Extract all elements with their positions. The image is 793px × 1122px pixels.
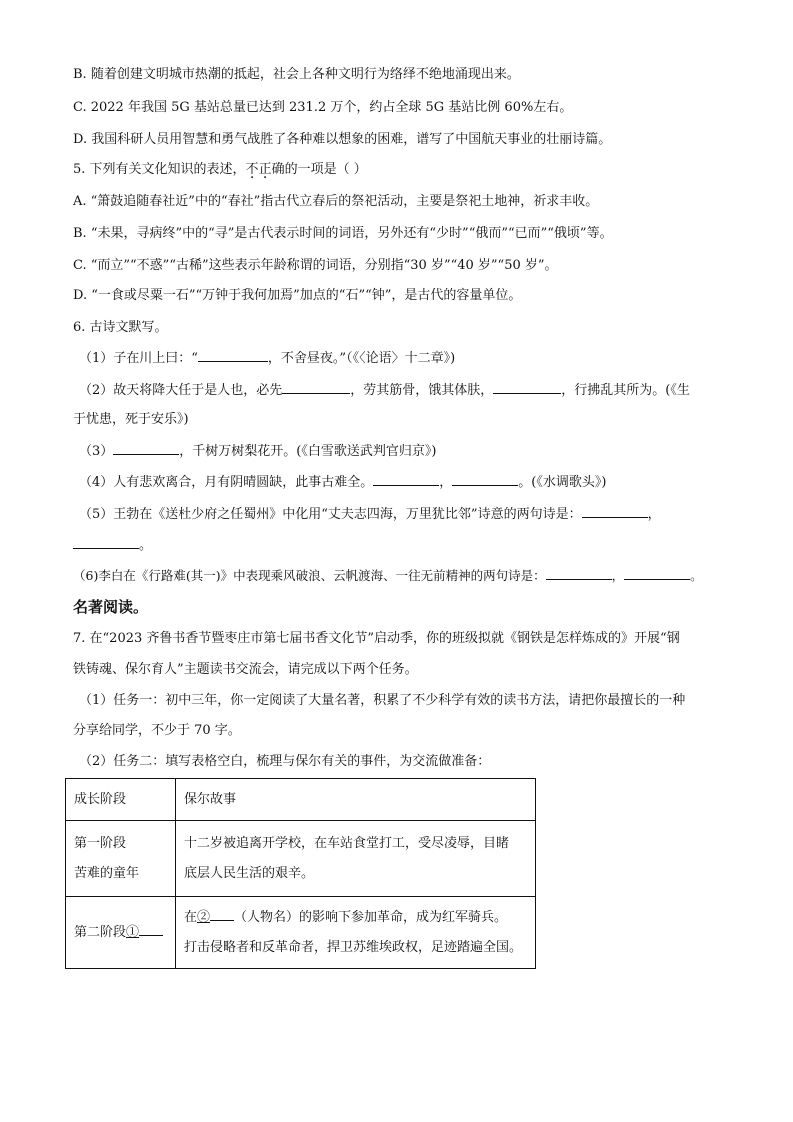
answer-blank[interactable] xyxy=(546,567,612,580)
story-cell xyxy=(176,897,536,969)
q6-item-5 xyxy=(79,505,661,524)
q6-item-2 xyxy=(79,381,690,400)
q6-item-4 xyxy=(79,473,606,492)
question-5 xyxy=(73,161,367,179)
q6-1-text-b: ，不舍昼夜。”（《〈论语〉十二章》) xyxy=(267,351,456,366)
q6-4-text-c: 。(《水调歌头》) xyxy=(518,475,607,490)
question-7-task-1: （1）任务一：初中三年，你一定阅读了大量名著，积累了不少科学有效的读书方法，请把你最擅长的一种 xyxy=(79,693,686,708)
q6-2-text-b: ，劳其筋骨，饿其体肤， xyxy=(350,383,494,398)
question-7-intro-2: 铁铸魂、保尔育人”主题读书交流会，请完成以下两个任务。 xyxy=(73,662,418,677)
answer-blank[interactable] xyxy=(198,349,268,362)
q6-6-text-b: ， xyxy=(611,568,625,583)
story-line: 底层人民生活的艰辛。 xyxy=(184,865,315,881)
q6-2-text-a: （2）故天将降大任于是人也，必先 xyxy=(79,383,283,398)
stage-cell xyxy=(66,897,176,969)
story-suffix: （人物名）的影响下参加革命，成为红军骑兵。 xyxy=(234,909,508,925)
stage-label: 第二阶段 xyxy=(74,924,127,940)
answer-blank[interactable] xyxy=(373,473,439,486)
answer-blank[interactable] xyxy=(282,381,350,394)
stage-line: 苦难的童年 xyxy=(74,865,140,881)
blank-marker-2: ② xyxy=(197,909,211,925)
q6-item-2-continued: 于忧患，死于安乐》) xyxy=(73,412,189,427)
table-row xyxy=(66,897,536,969)
option-a-q5: A. “箫鼓追随春社近”中的“春社”指古代立春后的祭祀活动，主要是祭祀土地神，祈求丰收。 xyxy=(73,194,599,209)
q6-item-3 xyxy=(79,442,436,461)
answer-blank[interactable] xyxy=(139,923,163,936)
q6-1-text-a: （1）子在川上曰：“ xyxy=(79,351,198,366)
question-7-task-2: （2）任务二：填写表格空白，梳理与保尔有关的事件，为交流做准备： xyxy=(79,754,491,769)
table-row xyxy=(66,821,536,897)
q6-4-text-a: （4）人有悲欢离合，月有阴晴圆缺，此事古难全。 xyxy=(79,475,374,490)
q6-6-text-c: 。 xyxy=(690,568,703,583)
emphasis-char-2: 正 xyxy=(258,162,272,177)
section-title: 名著阅读。 xyxy=(73,598,149,616)
option-b-q5: B. “未果，寻病终”中的“寻”是古代表示时间的词语，另外还有“少时”“俄而”“已而”“俄顷”等。 xyxy=(73,226,613,241)
q6-2-text-c: ，行拂乱其所为。(《生 xyxy=(561,383,690,398)
emphasis-char-1: 不 xyxy=(245,162,259,177)
q6-5-text-c: 。 xyxy=(139,538,153,553)
stage-cell xyxy=(66,821,176,897)
q6-6-text-a: （6)李白在《行路难(其一)》中表现乘风破浪、云帆渡海、一往无前精神的两句诗是： xyxy=(73,568,546,583)
q6-5-text-b: ， xyxy=(647,507,661,522)
story-line xyxy=(184,903,535,933)
table-header-row xyxy=(66,779,536,821)
q6-item-1 xyxy=(79,349,455,368)
question-5-prefix: 5. 下列有关文化知识的表述， xyxy=(73,162,246,177)
q6-4-text-b: ， xyxy=(439,475,453,490)
story-line: 打击侵略者和反革命者，捍卫苏维埃政权，足迹踏遍全国。 xyxy=(184,939,523,955)
option-d-q4: D. 我国科研人员用智慧和勇气战胜了各种难以想象的困难，谱写了中国航天事业的壮丽诗篇。 xyxy=(73,132,612,147)
paul-story-table xyxy=(65,778,536,969)
q6-3-text-b: ，千树万树梨花开。(《白雪歌送武判官归京》) xyxy=(179,444,437,459)
option-c-q4: C. 2022 年我国 5G 基站总量已达到 231.2 万个，约占全球 5G 基站比例 60%左右。 xyxy=(73,100,573,115)
story-line: 十二岁被追离开学校，在车站食堂打工，受尽凌辱，目睹 xyxy=(184,835,510,851)
option-b-q4: B. 随着创建文明城市热潮的抵起，社会上各种文明行为络绎不绝地涌现出来。 xyxy=(73,67,520,82)
question-6: 6. 古诗文默写。 xyxy=(73,320,168,335)
question-7-intro-1: 7. 在“2023 齐鲁书香节暨枣庄市第七届书香文化节”启动季，你的班级拟就《钢铁是怎样炼成的》开展“钢 xyxy=(73,631,680,646)
q6-item-5-continued xyxy=(73,536,152,555)
header-stage: 成长阶段 xyxy=(66,779,176,821)
q6-item-6 xyxy=(73,567,703,585)
question-7-task-1-continued: 分享给同学，不少于 70 字。 xyxy=(73,723,241,738)
answer-blank[interactable] xyxy=(113,442,179,455)
story-cell xyxy=(176,821,536,897)
header-story: 保尔故事 xyxy=(176,779,536,821)
q6-5-text-a: （5）王勃在《送杜少府之任蜀州》中化用“丈夫志四海，万里犹比邻”诗意的两句诗是： xyxy=(79,507,582,522)
story-prefix: 在 xyxy=(184,909,198,925)
answer-blank[interactable] xyxy=(582,505,648,518)
answer-blank[interactable] xyxy=(210,908,234,921)
question-5-suffix: 确的一项是（ ） xyxy=(271,162,367,177)
answer-blank[interactable] xyxy=(73,536,139,549)
blank-marker-1: ① xyxy=(126,924,140,940)
answer-blank[interactable] xyxy=(624,567,690,580)
option-d-q5: D. “一食或尽粟一石”“万钟于我何加焉”加点的“石”“钟”，是古代的容量单位。 xyxy=(73,288,522,303)
answer-blank[interactable] xyxy=(452,473,518,486)
q6-3-text-a: （3） xyxy=(79,444,114,459)
stage-line: 第一阶段 xyxy=(74,835,127,851)
option-c-q5: C. “而立”“不惑”“古稀”这些表示年龄称谓的词语，分别指“30 岁”“40 岁”“50 岁”。 xyxy=(73,258,558,273)
answer-blank[interactable] xyxy=(493,381,561,394)
